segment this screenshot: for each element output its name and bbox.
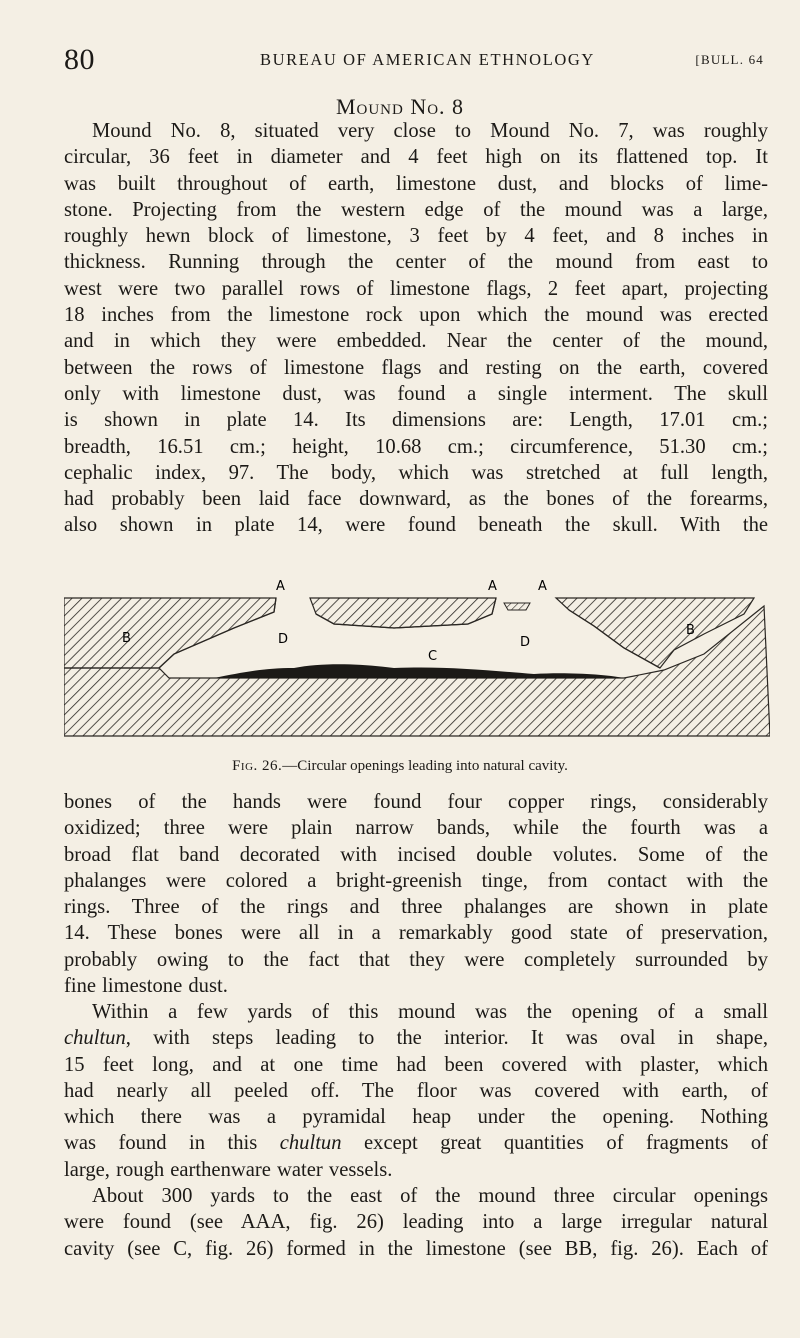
text-line: breadth, 16.51 cm.; height, 10.68 cm.; circumference, 51.30 cm.; [64,435,768,458]
text-line: was built throughout of earth, limestone dust, and blocks of lime- [64,172,768,195]
label-d-left: D [278,632,289,647]
text-line: roughly hewn block of limestone, 3 feet by 4 feet, and 8 inches in [64,225,768,248]
text-line: which there was a pyramidal heap under the opening. Nothing [64,1106,768,1129]
text-line: circular, 36 feet in diameter and 4 feet high on its flattened top. It [64,146,768,169]
text-line: and in which they were embedded. Near the center of the mound, [64,330,768,353]
paragraph-1 [64,118,768,539]
text-line: stone. Projecting from the western edge of the mound was a large, [64,198,768,221]
text-line: oxidized; three were plain narrow bands, while the fourth was a [64,817,768,840]
text-line: bones of the hands were found four copper rings, considerably [64,791,768,813]
text-line: cephalic index, 97. The body, which was stretched at full length, [64,461,768,484]
text-line: Mound No. 8, situated very close to Mound No. 7, was roughly [92,120,768,142]
text-line: between the rows of limestone flags and resting on the earth, covered [64,356,768,379]
figure-26-cross-section [64,576,770,748]
label-a-left: A [276,579,285,594]
paragraph-2 [64,789,768,999]
paragraph-3 [64,999,768,1183]
text-span: was found in this [64,1132,280,1155]
figure-caption [0,758,800,775]
cavity-floor-debris [214,664,624,678]
text-line: large, rough earthenware water vessels. [64,1158,393,1181]
text-line: Within a few yards of this mound was the opening of a small [92,1001,768,1023]
text-line: thickness. Running through the center of the mound from east to [64,251,768,274]
bulletin-number: [BULL. 64 [695,52,764,67]
text-line [64,1025,768,1051]
text-line: rings. Three of the rings and three phalanges are shown in plate [64,896,768,919]
text-line: fine limestone dust. [64,975,228,998]
text-line: had probably been laid face downward, as the bones of the forearms, [64,488,768,511]
label-b-right: B [686,623,695,638]
label-b-left: B [122,631,131,646]
cross-section-diagram [64,576,770,748]
running-head: BUREAU OF AMERICAN ETHNOLOGY [260,50,595,69]
text-line: phalanges were colored a bright-greenish tinge, from contact with the [64,869,768,892]
opening-plug [504,603,530,610]
text-line: probably owing to the fact that they were completely surrounded by [64,948,768,971]
text-line: 18 inches from the limestone rock upon which the mound was erected [64,304,768,327]
section-heading: Mound No. 8 [335,94,465,119]
page-header [64,40,764,80]
figure-caption-label: Fig. 26. [232,758,283,774]
text-span: except great quantities of fragments of [341,1132,768,1155]
figure-caption-text: —Circular openings leading into natural cavity. [282,758,568,774]
paragraph-4 [64,1183,768,1262]
text-line: 14. These bones were all in a remarkably good state of preservation, [64,922,768,945]
text-line: 15 feet long, and at one time had been covered with plaster, which [64,1053,768,1076]
text-line: were found (see AAA, fig. 26) leading into a large irregular natural [64,1211,768,1234]
text-line: broad flat band decorated with incised double volutes. Some of the [64,843,768,866]
text-line: west were two parallel rows of limestone flags, 2 feet apart, projecting [64,277,768,300]
text-line: had nearly all peeled off. The floor was covered with earth, of [64,1079,768,1102]
text-line: is shown in plate 14. Its dimensions are: Length, 17.01 cm.; [64,409,768,432]
label-a-mid: A [488,579,497,594]
page-number: 80 [64,43,95,76]
label-d-right: D [520,635,531,650]
text-span: , with steps leading to the interior. It was oval in shape, [125,1027,768,1050]
chultun-term: chultun [279,1132,342,1155]
text-line: also shown in plate 14, were found beneath the skull. With the [64,514,768,537]
text-line [64,1130,768,1156]
text-line: only with limestone dust, was found a single interment. The skull [64,382,768,405]
label-a-right: A [538,579,547,594]
chultun-term: chultun [64,1027,126,1050]
label-c: C [428,649,438,664]
text-line: About 300 yards to the east of the mound three circular openings [92,1185,768,1207]
text-line: cavity (see C, fig. 26) formed in the limestone (see BB, fig. 26). Each of [64,1237,768,1260]
